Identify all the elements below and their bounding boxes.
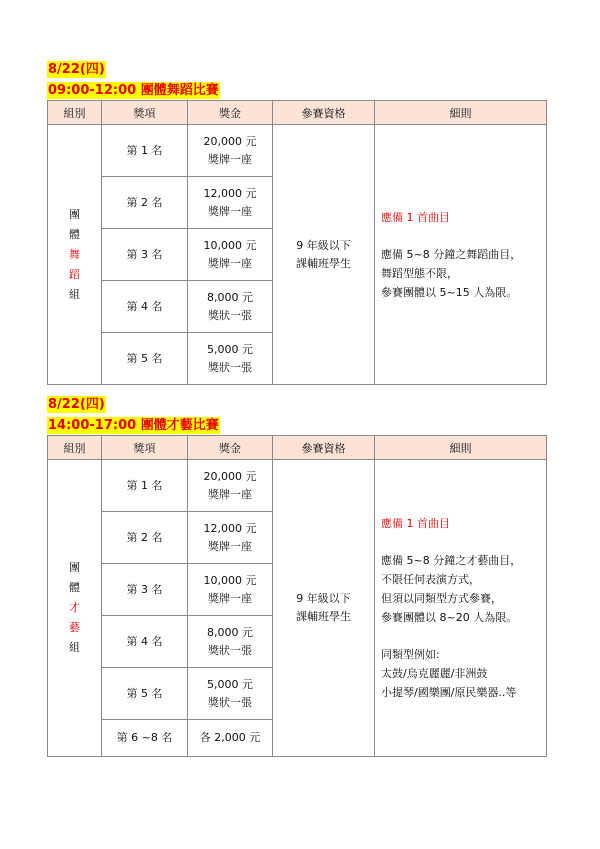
prize-cell: 5,000 元 獎狀一張 [188,333,273,385]
eligibility-cell: 9 年級以下 課輔班學生 [273,460,375,757]
col-header-award: 獎項 [102,101,188,125]
award-cell: 第 6 ~8 名 [102,720,188,757]
col-header-eligibility: 參賽資格 [273,436,375,460]
col-header-rules: 細則 [375,436,547,460]
award-cell: 第 1 名 [102,460,188,512]
prize-cell: 12,000 元 獎牌一座 [188,512,273,564]
prize-cell: 20,000 元 獎牌一座 [188,460,273,512]
talent-table [47,435,547,757]
date-label: 8/22(四) [48,397,105,412]
prize-cell: 8,000 元 獎狀一張 [188,281,273,333]
table-header-row [48,101,547,125]
award-cell: 第 1 名 [102,125,188,177]
col-header-eligibility: 參賽資格 [273,101,375,125]
col-header-award: 獎項 [102,436,188,460]
table-row [48,125,547,177]
award-cell: 第 4 名 [102,281,188,333]
award-cell: 第 3 名 [102,229,188,281]
award-cell: 第 3 名 [102,564,188,616]
prize-cell: 12,000 元 獎牌一座 [188,177,273,229]
col-header-group: 組別 [48,101,102,125]
time-title-label: 14:00-17:00 團體才藝比賽 [48,418,219,433]
prize-cell: 10,000 元 獎牌一座 [188,229,273,281]
group-cell: 團 體 才 藝 組 [48,460,102,757]
prize-cell: 10,000 元 獎牌一座 [188,564,273,616]
rules-cell: 應備 1 首曲目 應備 5~8 分鐘之舞蹈曲目， 舞蹈型態不限， 參賽團體以 5~15 人為限。 [375,125,547,385]
col-header-prize: 獎金 [188,436,273,460]
col-header-group: 組別 [48,436,102,460]
eligibility-cell: 9 年級以下 課輔班學生 [273,125,375,385]
dance-section [47,58,546,385]
prize-cell: 各 2,000 元 [188,720,273,757]
date-label: 8/22(四) [48,62,105,77]
table-row [48,460,547,512]
award-cell: 第 2 名 [102,177,188,229]
col-header-rules: 細則 [375,101,547,125]
award-cell: 第 5 名 [102,333,188,385]
section-heading [47,393,546,435]
col-header-prize: 獎金 [188,101,273,125]
section-heading [47,58,546,100]
prize-cell: 5,000 元 獎狀一張 [188,668,273,720]
prize-cell: 20,000 元 獎牌一座 [188,125,273,177]
group-cell: 團 體 舞 蹈 組 [48,125,102,385]
award-cell: 第 4 名 [102,616,188,668]
prize-cell: 8,000 元 獎狀一張 [188,616,273,668]
award-cell: 第 5 名 [102,668,188,720]
dance-table [47,100,547,385]
rules-cell: 應備 1 首曲目 應備 5~8 分鐘之才藝曲目， 不限任何表演方式， 但須以同類型方式參賽， 參賽團體以 8~20 人為限。 同類型例如: 太鼓/烏克麗麗/非洲鼓 小提琴/國樂團/原民樂器..等 [375,460,547,757]
table-header-row [48,436,547,460]
talent-section [47,393,546,757]
award-cell: 第 2 名 [102,512,188,564]
time-title-label: 09:00-12:00 團體舞蹈比賽 [48,83,219,98]
